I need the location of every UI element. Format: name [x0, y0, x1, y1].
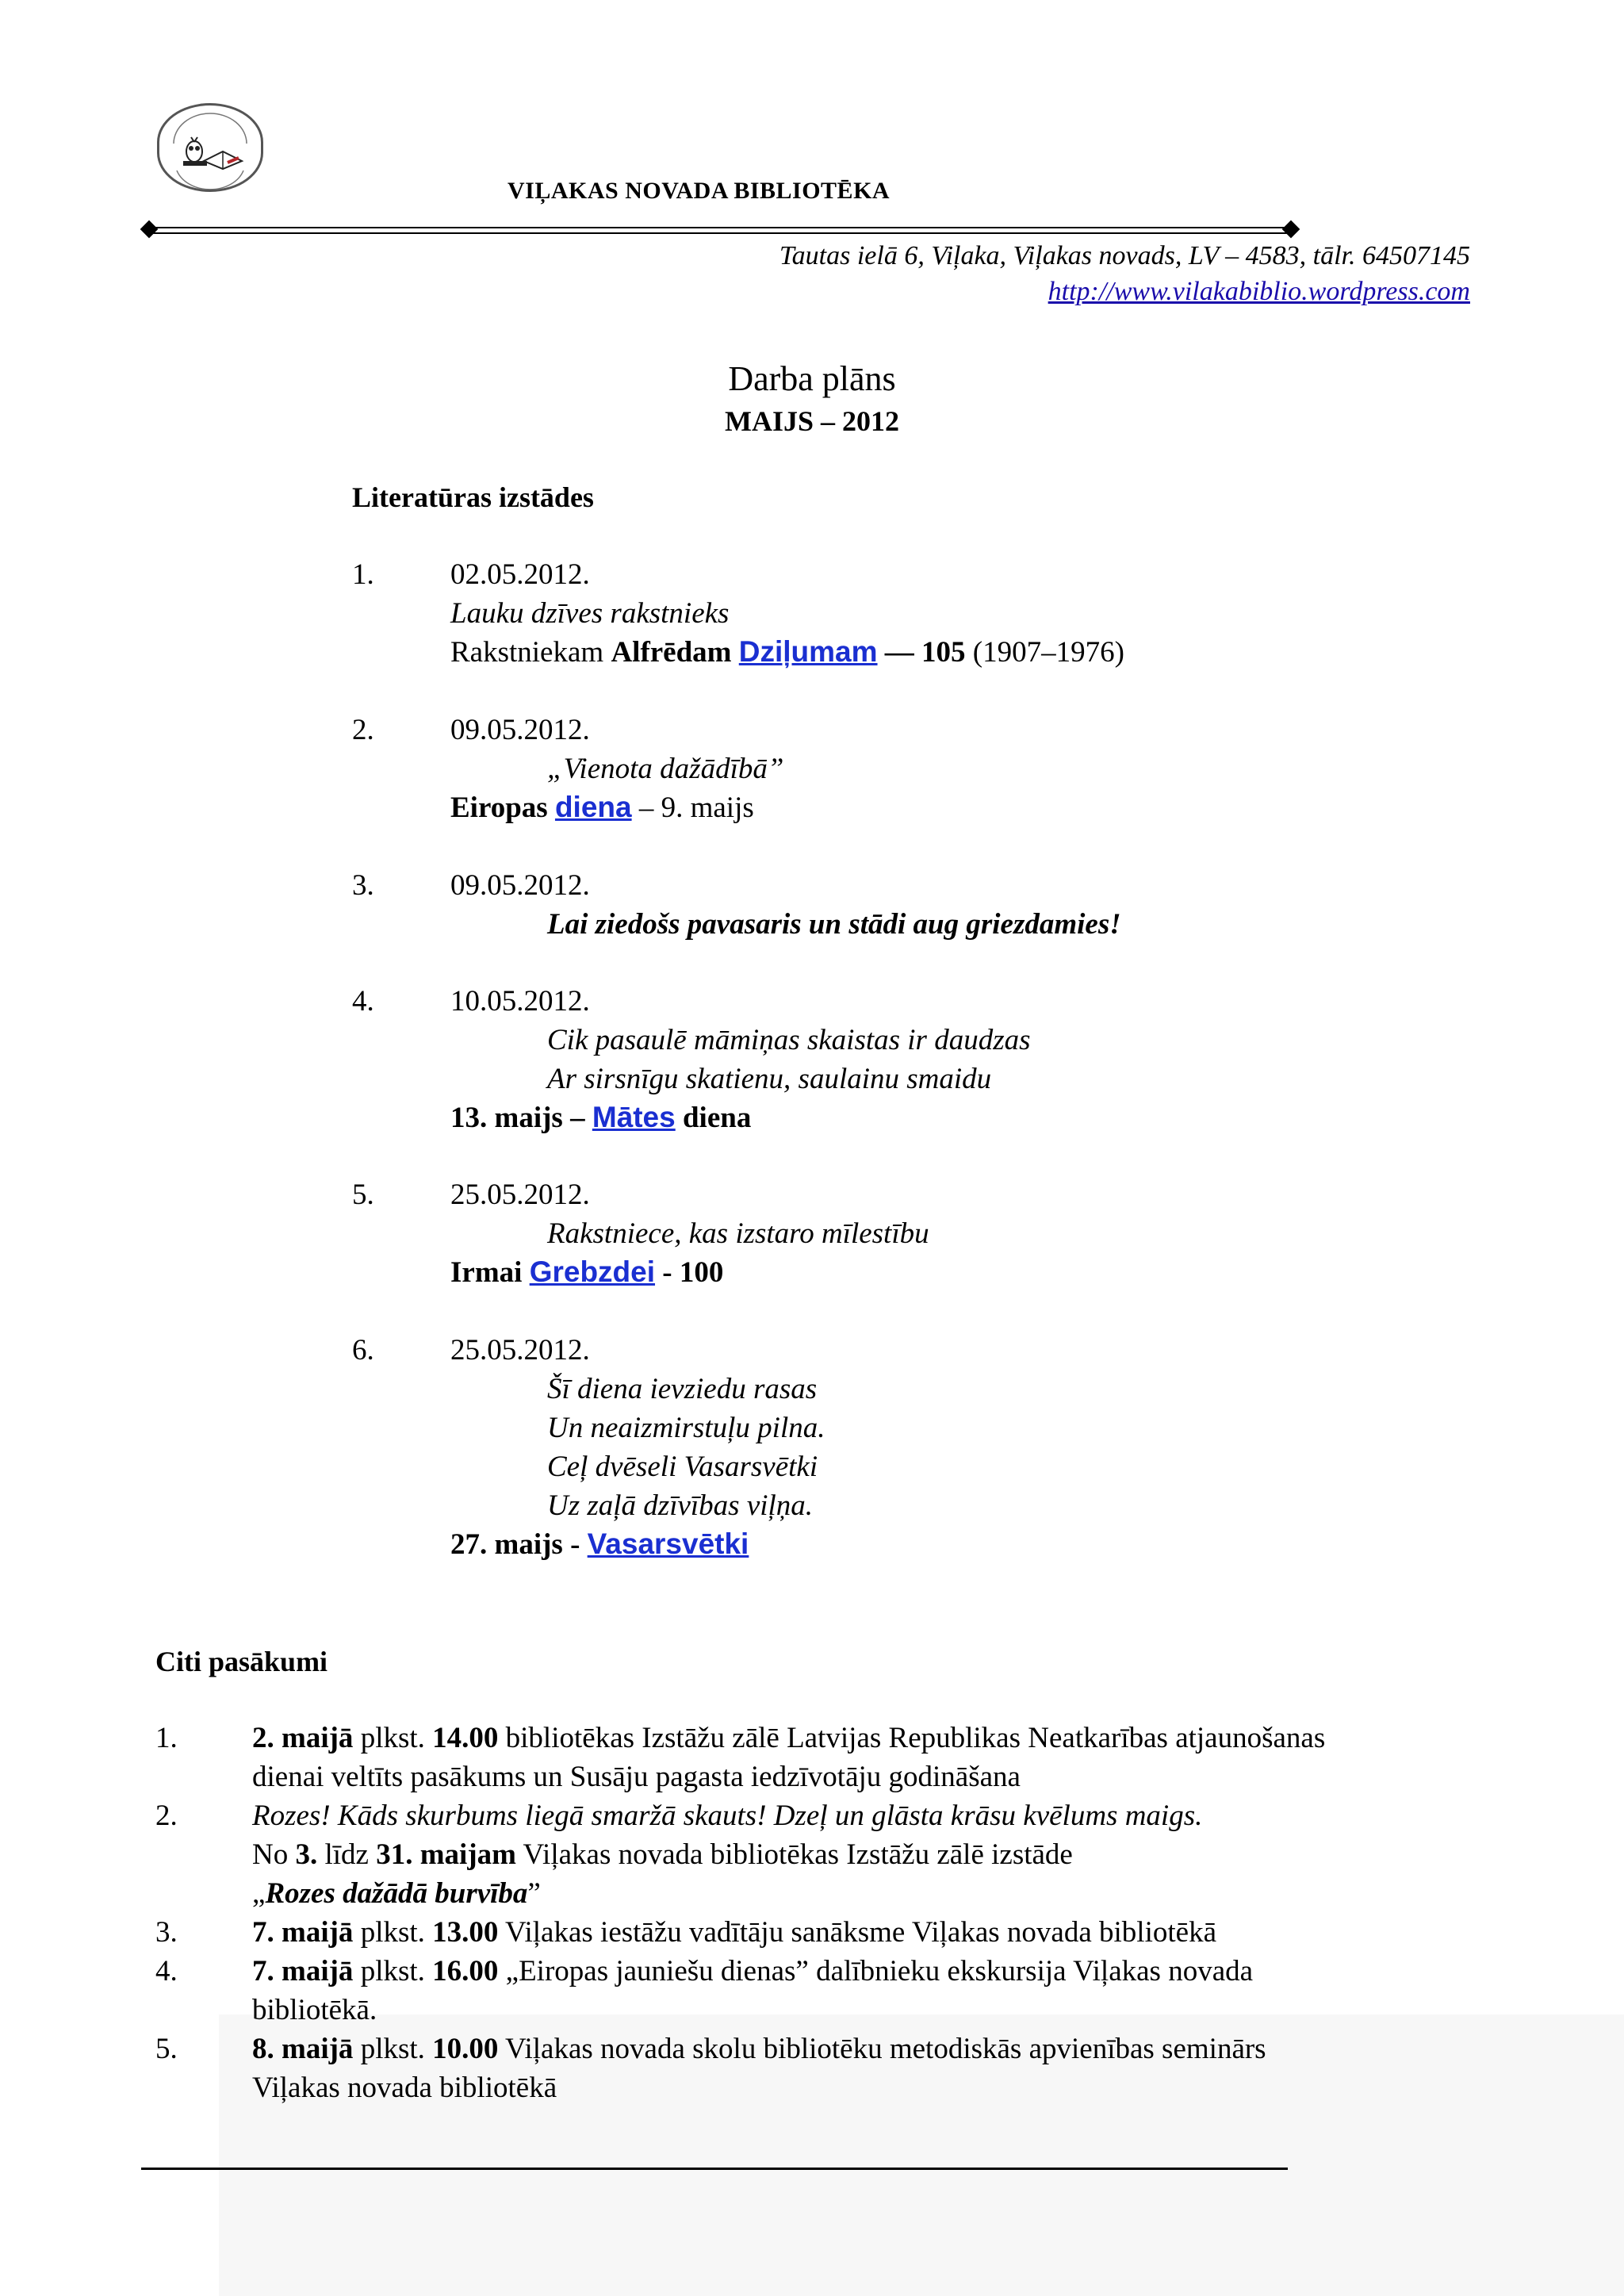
dedication-bold: 27. maijs -: [450, 1528, 580, 1561]
list-number: 6.: [352, 1334, 374, 1366]
exhibit-date: 09.05.2012.: [450, 869, 590, 902]
event-date: 8. maijā: [252, 2033, 354, 2065]
event-time: 13.00: [432, 1916, 499, 1949]
day-link[interactable]: diena: [554, 791, 632, 823]
event-text: plkst.: [353, 1916, 433, 1949]
list-number: 1.: [155, 1722, 178, 1754]
event-text: Viļakas novada bibliotēkas Izstāžu zālē izstāde: [515, 1838, 1073, 1871]
pentecost-link[interactable]: Vasarsvētki: [587, 1527, 749, 1560]
header-divider: [141, 221, 1299, 240]
event-time: 14.00: [432, 1722, 499, 1754]
exhibit-dedication: [450, 635, 1124, 669]
exhibition-title: Rozes dažādā burvība: [265, 1877, 528, 1910]
exhibit-verse: Cik pasaulē māmiņas skaistas ir daudzas: [547, 1024, 1031, 1056]
dedication-text: Rakstniekam: [450, 636, 611, 669]
list-number: 1.: [352, 558, 374, 591]
event-date: 31. maijam: [376, 1838, 516, 1871]
exhibit-verse: Un neaizmirstuļu pilna.: [547, 1412, 825, 1444]
list-number: 5.: [155, 2033, 178, 2065]
exhibit-verse: Ceļ dvēseli Vasarsvētki: [547, 1451, 818, 1483]
author-link[interactable]: Dziļumam: [738, 635, 878, 668]
divider-line: [149, 227, 1291, 228]
exhibit-verse: Uz zaļā dzīvības viļņa.: [547, 1489, 814, 1522]
event-time: 10.00: [432, 2033, 499, 2065]
list-number: 2.: [155, 1800, 178, 1832]
event-text: bibliotēkas Izstāžu zālē Latvijas Republikas Neatkarības atjaunošanas: [498, 1722, 1326, 1754]
exhibit-title: „Vienota dažādībā”: [547, 753, 784, 785]
section-heading-events: Citi pasākumi: [155, 1646, 328, 1677]
document-subtitle: MAIJS – 2012: [724, 405, 899, 437]
dedication-bold: 13. maijs –: [450, 1102, 585, 1134]
event-line: Viļakas novada bibliotēkā: [252, 2072, 557, 2104]
exhibit-verse: Ar sirsnīgu skatienu, saulainu smaidu: [547, 1063, 992, 1095]
library-name: VIĻAKAS NOVADA BIBLIOTĒKA: [508, 178, 891, 204]
event-date: 3.: [295, 1838, 318, 1871]
event-line: bibliotēkā.: [252, 1994, 377, 2026]
dedication-bold: - 100: [662, 1256, 724, 1289]
event-date: 7. maijā: [252, 1955, 354, 1987]
exhibit-title: Rakstniece, kas izstaro mīlestību: [547, 1217, 929, 1250]
exhibit-title: Lauku dzīves rakstnieks: [450, 597, 730, 630]
list-number: 3.: [155, 1916, 178, 1949]
dedication-bold: Alfrēdam: [611, 636, 732, 669]
quote-mark: „: [252, 1877, 266, 1910]
dedication-bold: Eiropas: [450, 792, 548, 824]
dedication-bold: Irmai: [450, 1256, 523, 1289]
event-text: Viļakas iestāžu vadītāju sanāksme Viļakas novada bibliotēkā: [498, 1916, 1216, 1949]
footer-divider: [141, 2168, 1288, 2170]
author-link[interactable]: Grebzdei: [529, 1255, 656, 1288]
diamond-ornament-icon: [140, 220, 159, 239]
list-number: 3.: [352, 869, 374, 902]
event-line: [252, 2032, 1266, 2066]
event-date: 7. maijā: [252, 1916, 354, 1949]
section-heading-literature: Literatūras izstādes: [352, 481, 594, 513]
event-date: 2. maijā: [252, 1722, 354, 1754]
exhibit-title: Lai ziedošs pavasaris un stādi aug griezdamies!: [547, 908, 1121, 941]
list-number: 5.: [352, 1179, 374, 1211]
event-text: plkst.: [353, 1722, 433, 1754]
diamond-ornament-icon: [1282, 220, 1300, 239]
event-text: „Eiropas jauniešu dienas” dalībnieku ekskursija Viļakas novada: [498, 1955, 1254, 1987]
mothers-day-link[interactable]: Mātes: [592, 1101, 676, 1133]
library-address: Tautas ielā 6, Viļaka, Viļakas novads, LV – 4583, tālr. 64507145: [779, 241, 1470, 270]
exhibit-dedication: [450, 1527, 749, 1562]
event-line: [252, 1915, 1216, 1949]
exhibit-dedication: [450, 1101, 751, 1135]
list-number: 2.: [352, 714, 374, 746]
exhibit-date: 02.05.2012.: [450, 558, 590, 591]
event-line: [252, 1876, 541, 1911]
list-number: 4.: [155, 1955, 178, 1987]
exhibit-date: 25.05.2012.: [450, 1334, 590, 1366]
event-text: līdz: [317, 1838, 377, 1871]
list-number: 4.: [352, 985, 374, 1018]
event-line: [252, 1838, 1073, 1872]
event-text: plkst.: [353, 1955, 433, 1987]
event-text: Viļakas novada skolu bibliotēku metodiskās apvienības seminārs: [498, 2033, 1266, 2065]
divider-line: [149, 232, 1291, 234]
event-line: dienai veltīts pasākums un Susāju pagasta iedzīvotāju godināšana: [252, 1761, 1021, 1793]
exhibit-dedication: [450, 791, 754, 825]
document-title: Darba plāns: [728, 359, 896, 398]
event-text: No: [252, 1838, 296, 1871]
exhibit-verse: Šī diena ievziedu rasas: [547, 1373, 818, 1405]
event-line: [252, 1721, 1325, 1755]
event-text: plkst.: [353, 2033, 433, 2065]
library-logo: [157, 103, 263, 192]
event-line: [252, 1954, 1253, 1988]
dedication-text: – 9. maijs: [631, 792, 754, 824]
owl-book-icon: [159, 105, 261, 190]
event-time: 16.00: [432, 1955, 499, 1987]
dedication-bold: — 105: [884, 636, 966, 669]
dedication-bold: diena: [682, 1102, 752, 1134]
exhibit-date: 10.05.2012.: [450, 985, 590, 1018]
event-quote: Rozes! Kāds skurbums liegā smaržā skauts! Dzeļ un glāsta krāsu kvēlums maigs.: [252, 1800, 1203, 1832]
quote-mark: ”: [527, 1877, 541, 1910]
dedication-years: (1907–1976): [965, 636, 1124, 669]
exhibit-date: 25.05.2012.: [450, 1179, 590, 1211]
website-link[interactable]: http://www.vilakabiblio.wordpress.com: [1048, 277, 1470, 306]
exhibit-date: 09.05.2012.: [450, 714, 590, 746]
exhibit-dedication: [450, 1255, 723, 1290]
